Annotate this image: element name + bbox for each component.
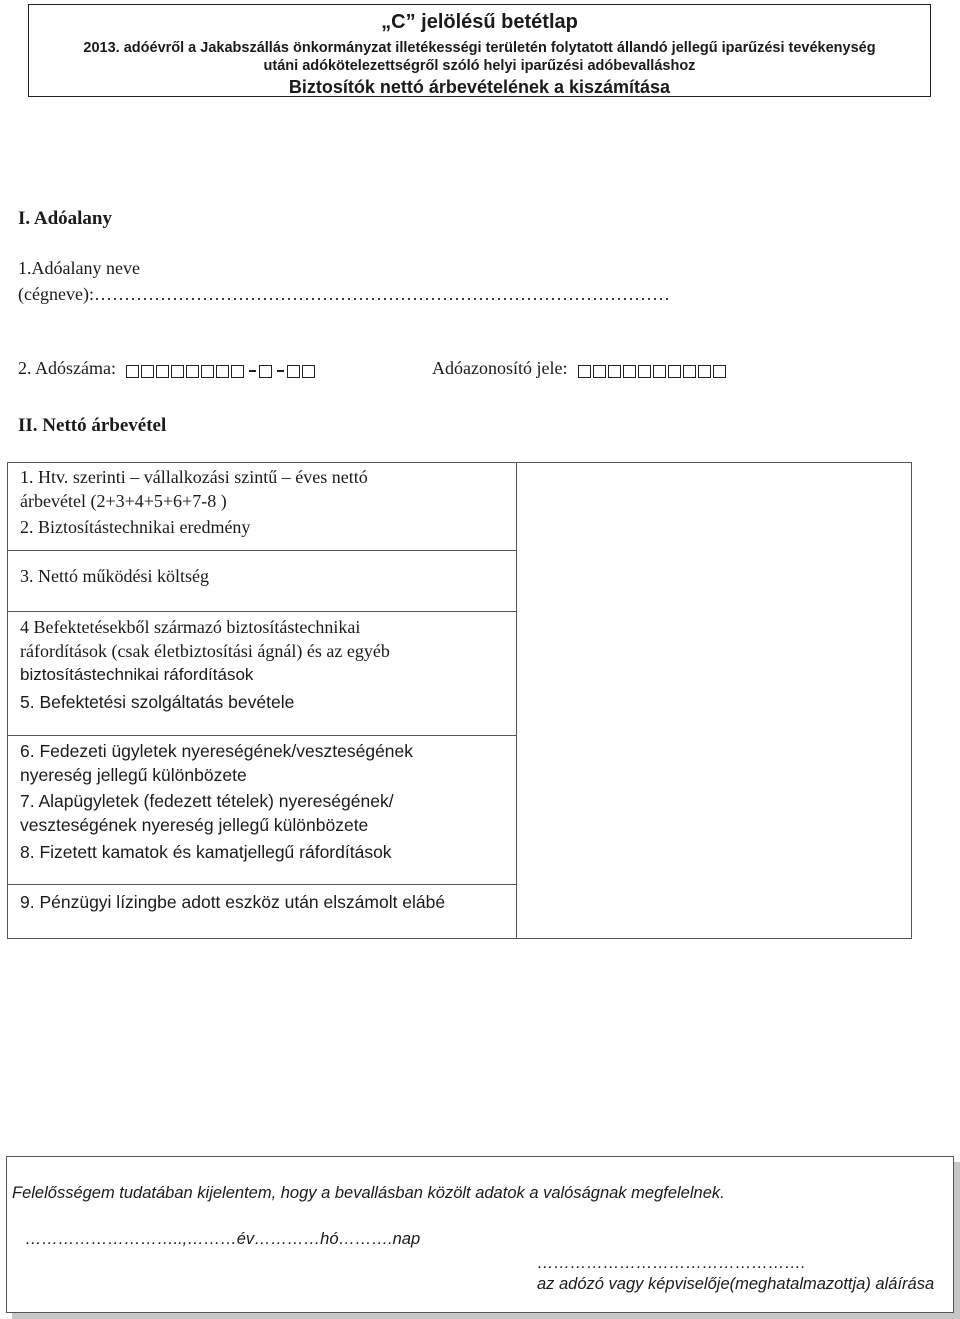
- page-title: „C” jelölésű betétlap: [381, 11, 578, 33]
- table-row-1: 1. Htv. szerinti – vállalkozási szintű – éves nettó árbevétel (2+3+4+5+6+7-8 ): [20, 467, 368, 511]
- net-revenue-table: [7, 462, 912, 939]
- header-box: [28, 4, 931, 97]
- table-row-5: 5. Befektetési szolgáltatás bevétele: [20, 692, 295, 712]
- name-label: 1.Adóalany neve: [18, 258, 140, 278]
- tax-id-row: [432, 358, 728, 380]
- tax-number-boxes[interactable]: [126, 359, 317, 380]
- table-row-6: 6. Fedezeti ügyletek nyereségének/veszteségének nyereség jellegű különbözete: [20, 741, 414, 785]
- declaration-box: [6, 1156, 954, 1313]
- declaration-statement: Felelősségem tudatában kijelentem, hogy a bevallásban közölt adatok a valóságnak megfelelnek.: [12, 1184, 725, 1202]
- tax-id-label: Adóazonosító jele:: [432, 358, 568, 378]
- name-field[interactable]: (cégneve):……………………………………………………………………………………: [18, 284, 670, 304]
- signature-label: az adózó vagy képviselője(meghatalmazottja) aláírása: [537, 1275, 935, 1293]
- tax-number-label: 2. Adószáma:: [18, 358, 116, 378]
- page-subtitle: Biztosítók nettó árbevételének a kiszámítása: [288, 77, 671, 97]
- table-row-4: 4 Befektetésekből származó biztosítástechnikai ráfordítások (csak életbiztosítási ágnál) és az egyéb biztosítástechnikai ráfordítások: [20, 617, 390, 684]
- table-row-7: 7. Alapügyletek (fedezett tételek) nyereségének/ veszteségének nyereség jellegű különbözete: [20, 791, 394, 835]
- tax-number-row: [18, 358, 317, 380]
- table-row-3: 3. Nettó működési költség: [20, 566, 209, 586]
- table-row-2: 2. Biztosítástechnikai eredmény: [20, 517, 251, 537]
- tax-id-boxes[interactable]: [578, 359, 728, 380]
- header-line-2: 2013. adóévről a Jakabszállás önkormányzat illetékességi területén folytatott állandó jellegű iparűzési tevékenység: [83, 40, 876, 56]
- section-2-heading: II. Nettó árbevétel: [18, 415, 167, 436]
- table-divider: [516, 463, 517, 938]
- signature-field[interactable]: ………………………………………….: [537, 1254, 806, 1272]
- date-field[interactable]: ………………………..,………év…………hó……….nap: [25, 1230, 421, 1248]
- table-row-9: 9. Pénzügyi lízingbe adott eszköz után elszámolt elábé: [20, 892, 446, 912]
- header-line-3: utáni adókötelezettségről szóló helyi iparűzési adóbevalláshoz: [263, 58, 696, 74]
- section-1-heading: I. Adóalany: [18, 208, 112, 229]
- table-row-8: 8. Fizetett kamatok és kamatjellegű ráfordítások: [20, 842, 392, 862]
